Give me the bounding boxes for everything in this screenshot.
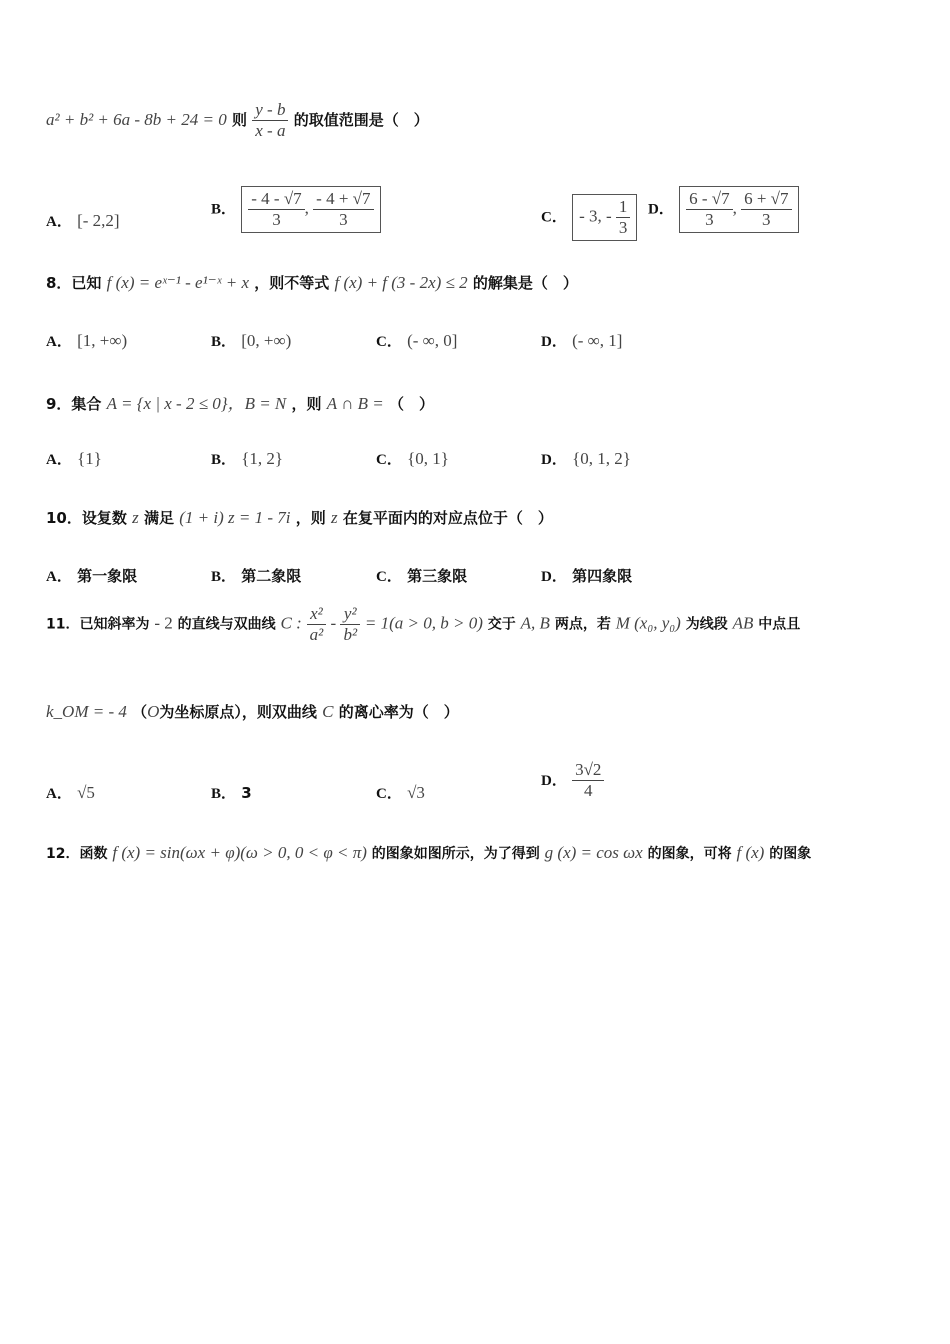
q10-option-c-value: 第三象限 [407,567,468,585]
q9-option-b-value: {1, 2} [241,449,284,468]
q9-option-a-value: {1} [77,449,102,468]
q11-mid4: 为线段 [685,616,728,633]
q12-f: f (x) [736,843,765,862]
q7-option-a-value: [- 2,2] [77,211,120,230]
q10-option-c[interactable] [376,565,467,586]
q9-mid: ，则 [291,395,322,413]
q7-option-c-pre: - 3, - [579,206,612,226]
q7-option-c[interactable] [541,194,637,241]
q11-option-a-label: A． [46,786,72,802]
q11-y-den: b² [343,625,358,644]
q11-segment: AB [732,613,754,633]
q10-option-b-label: B． [211,569,237,585]
q7-stem [46,100,429,141]
q10-tail: 在复平面内的对应点位于（ ） [342,509,553,527]
q7-option-c-label: C． [541,209,567,226]
q10-equation: (1 + i) z = 1 - 7i [179,508,291,527]
q9-option-a-label: A． [46,452,72,468]
q11-option-d[interactable] [541,760,604,801]
q8-mid: ，则不等式 [254,274,330,292]
q9-expression: A ∩ B = [326,394,384,413]
q8-option-b-label: B． [211,334,237,350]
q7-frac-num: y - b [252,100,288,121]
q12-g-function: g (x) = cos ωx [544,843,643,862]
q11-slope: - 2 [154,613,173,633]
q10-option-d-label: D． [541,569,567,585]
q11-curve-pre: C : [280,613,302,633]
q7-frac-den: x - a [255,121,286,140]
q10-z: z [132,508,139,527]
q7-option-b-label: B． [211,201,237,218]
q9-option-d-label: D． [541,452,567,468]
q7-option-c-value [572,194,637,241]
q7-option-c-num: 1 [616,197,631,218]
q11-option-a[interactable] [46,782,95,803]
q11-curve-post: = 1(a > 0, b > 0) [364,613,483,633]
q11-option-d-num: 3√2 [572,760,604,781]
q8-option-d[interactable] [541,330,622,351]
q8-inequality: f (x) + f (3 - 2x) ≤ 2 [334,273,468,292]
q11-points: A, B [520,613,550,633]
q11-x-fraction [307,604,327,645]
q10-mid2: ，则 [295,509,326,527]
q11-stem-line2 [46,701,459,722]
q11-option-c-label: C． [376,786,402,802]
q11-curve-c: C [322,702,334,721]
q11-origin: O [147,702,160,721]
q8-option-d-value: (- ∞, 1] [572,331,623,350]
q11-option-c-value: √3 [407,783,425,802]
q9-option-d-value: {0, 1, 2} [572,449,631,468]
q9-option-a[interactable] [46,448,102,469]
q7-option-d-value: $\frac{6 - √7}{3}$ , $\frac{6 + √7}{3}$ [679,186,798,233]
q7-stem-mid: 则 [231,111,247,129]
q8-option-a[interactable] [46,330,127,351]
q8-option-a-value: [1, +∞) [77,331,128,350]
q12-number: 12．函数 [46,846,108,862]
q8-number: 8．已知 [46,274,102,292]
q9-number: 9．集合 [46,395,102,413]
q7-option-c-den: 3 [618,218,628,237]
q9-option-c-label: C． [376,452,402,468]
q12-mid1: 的图象如图所示，为了得到 [371,846,540,862]
q11-line2-b: 为坐标原点），则双曲线 [159,703,317,721]
q7-option-b-value: $\frac{- 4 - √7}{3}$ , $\frac{- 4 + √7}{3}$ [241,186,380,233]
q7-option-b-left-den: 3 [272,210,281,229]
q7-stem-tail: 的取值范围是（ ） [293,111,429,129]
q7-option-b-left-num: - 4 - √7 [248,189,304,210]
q11-option-d-label: D． [541,773,567,789]
q7-option-d[interactable] [648,186,799,233]
q7-option-d-label: D． [648,201,674,218]
q10-option-b[interactable] [211,565,301,586]
q7-equation: a² + b² + 6a - 8b + 24 = 0 [46,110,227,129]
q7-option-a-label: A． [46,214,72,230]
q11-line2-a: （ [132,703,148,721]
q10-option-a[interactable] [46,565,137,586]
q11-option-d-den: 4 [584,781,593,800]
q11-option-b-label: B． [211,786,237,802]
q8-option-b[interactable] [211,330,291,351]
q11-slope-om: k_OM = - 4 [46,702,127,721]
q9-stem [46,389,434,414]
q11-mid1: 的直线与双曲线 [177,616,276,633]
q11-option-c[interactable] [376,782,425,803]
q8-option-d-label: D． [541,334,567,350]
q10-option-c-label: C． [376,569,402,585]
q7-fraction [252,100,288,141]
q7-option-b-right-num: - 4 + √7 [313,189,373,210]
q10-z2: z [330,508,338,527]
q11-y-fraction [340,604,360,645]
q7-option-a[interactable] [46,210,120,231]
q8-option-a-label: A． [46,334,72,350]
q9-option-c-value: {0, 1} [407,449,449,468]
q10-option-a-value: 第一象限 [77,567,138,585]
q7-option-d-right-den: 3 [762,210,771,229]
q9-set: A = {x | x - 2 ≤ 0}，B = N [106,394,287,413]
q10-option-d-value: 第四象限 [572,567,633,585]
q8-function: f (x) = eˣ⁻¹ - e¹⁻ˣ + x [106,273,249,292]
q12-mid2: 的图象，可将 [647,846,732,862]
q10-option-a-label: A． [46,569,72,585]
q7-option-d-left-num: 6 - √7 [686,189,733,210]
q11-mid3: 两点，若 [554,616,611,633]
q11-tail: 中点且 [758,616,801,633]
q8-option-c-label: C． [376,334,402,350]
q11-mid2: 交于 [487,616,516,633]
q8-option-b-value: [0, +∞) [241,331,292,350]
q11-number: 11．已知斜率为 [46,616,150,633]
q12-function: f (x) = sin(ωx + φ)(ω > 0, 0 < φ < π) [112,843,367,862]
q9-option-d[interactable] [541,448,631,469]
q10-option-b-value: 第二象限 [241,567,302,585]
q11-midpoint: M (x₀, y₀) [615,613,681,633]
q8-option-c[interactable] [376,330,457,351]
q10-stem [46,507,553,528]
q7-option-b-right-den: 3 [339,210,348,229]
q8-tail: 的解集是（ ） [472,274,578,292]
q11-line2-c: 的离心率为（ ） [338,703,459,721]
q12-stem [46,843,811,863]
q10-mid1: 满足 [143,509,174,527]
q11-stem: 11．已知斜率为 - 2 的直线与双曲线 C : $\frac{\text{x²}}{\text{a²}}$ - $\frac{\text{y²}}{\text{b²}}$ = 1(a > 0, b > 0) 交于 A, B 两点，若 M (x₀, y₀) 为线段 AB 中点且 [46,604,801,644]
q7-option-d-left-den: 3 [705,210,714,229]
q8-stem [46,272,578,293]
q11-option-b-value: 3 [241,784,252,802]
q11-y-num: y² [340,604,360,625]
q10-number: 10．设复数 [46,509,127,527]
q9-tail: （ ） [388,395,434,413]
q11-option-b[interactable] [211,782,252,803]
q11-x-num: x² [307,604,327,625]
q11-option-a-value: √5 [77,783,95,802]
q11-x-den: a² [309,625,324,644]
q10-option-d[interactable] [541,565,632,586]
q12-tail: 的图象 [769,846,812,862]
q9-option-b[interactable] [211,448,283,469]
q8-option-c-value: (- ∞, 0] [407,331,458,350]
q7-option-b[interactable] [211,186,381,233]
q9-option-b-label: B． [211,452,237,468]
q9-option-c[interactable] [376,448,449,469]
q7-option-d-right-num: 6 + √7 [741,189,791,210]
q11-option-d-value [572,760,604,801]
